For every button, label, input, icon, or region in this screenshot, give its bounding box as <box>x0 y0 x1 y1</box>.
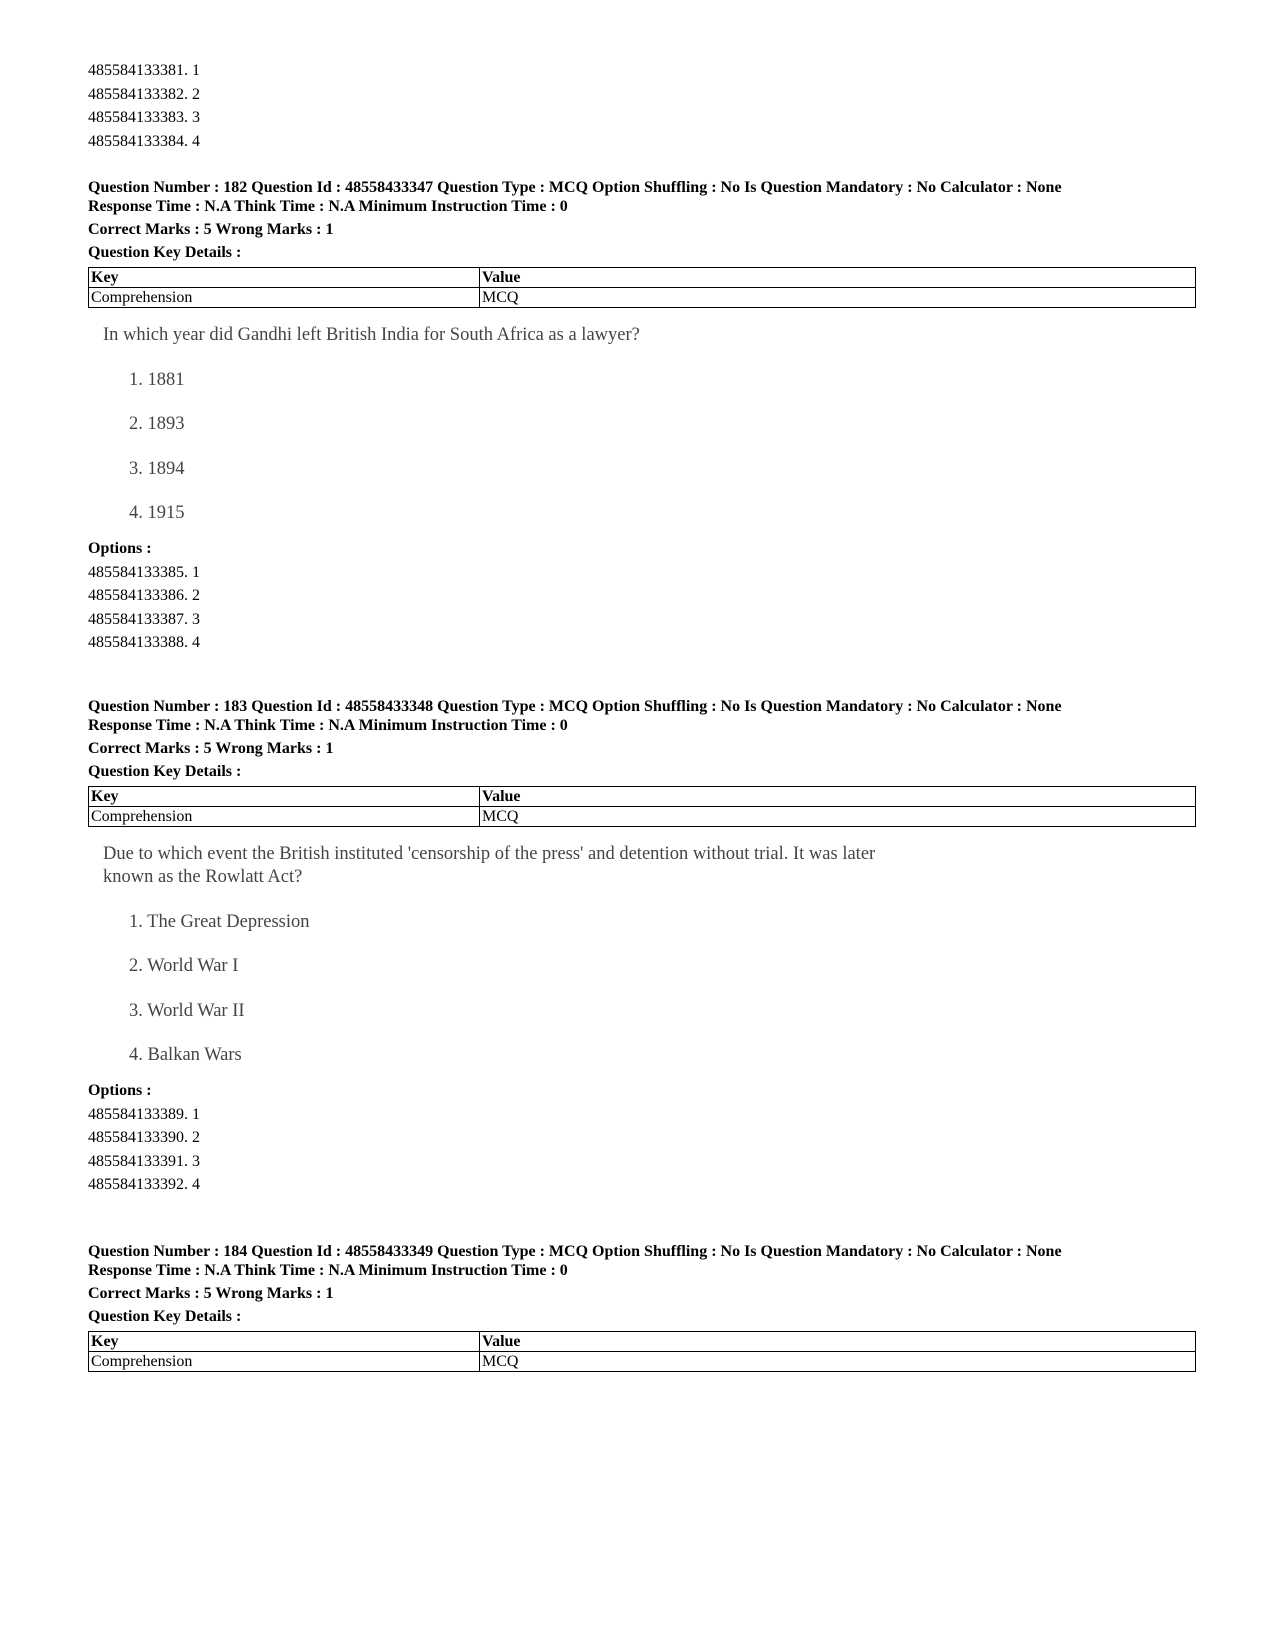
question-stem-line-2: known as the Rowlatt Act? <box>103 867 303 887</box>
table-header-value: Value <box>480 268 1196 288</box>
option-id: 485584133385. 1 <box>88 563 200 581</box>
question-block-183 <box>88 697 1193 1197</box>
table-cell-value: MCQ <box>480 288 1196 308</box>
key-details-table <box>88 267 1196 308</box>
answer-choice: 2. 1893 <box>129 414 185 434</box>
option-id: 485584133386. 2 <box>88 587 200 604</box>
option-id: 485584133382. 2 <box>88 85 200 103</box>
options-label: Options : <box>88 1082 152 1099</box>
question-content <box>103 843 1193 1067</box>
answer-choice: 3. World War II <box>129 1000 245 1021</box>
option-id: 485584133390. 2 <box>88 1129 200 1146</box>
question-stem-line-1: Due to which event the British instituted 'censorship of the press' and detention without trial. It was later <box>103 844 876 864</box>
question-stem: In which year did Gandhi left British India for South Africa as a lawyer? <box>103 325 640 345</box>
question-meta: Question Number : 183 Question Id : 48558433348 Question Type : MCQ Option Shuffling : No Is Question Mandatory : No Calculator : None <box>88 698 1062 715</box>
answer-choice: 4. 1915 <box>129 503 185 523</box>
answer-choice: 1. 1881 <box>129 369 185 390</box>
question-marks: Correct Marks : 5 Wrong Marks : 1 <box>88 740 334 757</box>
table-cell-value: MCQ <box>480 807 1196 827</box>
question-content <box>103 324 1193 525</box>
previous-question-options <box>88 59 200 153</box>
option-id: 485584133389. 1 <box>88 1105 200 1123</box>
table-cell-key: Comprehension <box>89 807 480 827</box>
key-details-label: Question Key Details : <box>88 763 242 780</box>
table-header-key: Key <box>89 1332 480 1352</box>
question-marks: Correct Marks : 5 Wrong Marks : 1 <box>88 1285 334 1302</box>
key-details-label: Question Key Details : <box>88 244 242 261</box>
key-details-table <box>88 1331 1196 1372</box>
question-timing: Response Time : N.A Think Time : N.A Minimum Instruction Time : 0 <box>88 1262 568 1279</box>
options-label: Options : <box>88 540 152 557</box>
table-cell-key: Comprehension <box>89 288 480 308</box>
answer-choice: 1. The Great Depression <box>129 911 310 932</box>
answer-choice: 4. Balkan Wars <box>129 1045 242 1065</box>
question-meta: Question Number : 184 Question Id : 48558433349 Question Type : MCQ Option Shuffling : No Is Question Mandatory : No Calculator : None <box>88 1243 1062 1260</box>
question-timing: Response Time : N.A Think Time : N.A Minimum Instruction Time : 0 <box>88 717 568 734</box>
option-id: 485584133391. 3 <box>88 1152 200 1170</box>
option-id: 485584133384. 4 <box>88 132 200 150</box>
answer-choice: 2. World War I <box>129 956 239 976</box>
option-id: 485584133381. 1 <box>88 62 200 79</box>
question-marks: Correct Marks : 5 Wrong Marks : 1 <box>88 221 334 238</box>
table-header-key: Key <box>89 268 480 288</box>
table-cell-value: MCQ <box>480 1352 1196 1372</box>
option-id: 485584133388. 4 <box>88 634 200 651</box>
question-timing: Response Time : N.A Think Time : N.A Minimum Instruction Time : 0 <box>88 198 568 215</box>
table-header-value: Value <box>480 787 1196 807</box>
question-block-182 <box>88 178 1193 655</box>
table-cell-key: Comprehension <box>89 1352 480 1372</box>
option-id: 485584133387. 3 <box>88 610 200 628</box>
table-header-key: Key <box>89 787 480 807</box>
question-block-184 <box>88 1242 1193 1372</box>
table-header-value: Value <box>480 1332 1196 1352</box>
question-meta: Question Number : 182 Question Id : 48558433347 Question Type : MCQ Option Shuffling : No Is Question Mandatory : No Calculator : None <box>88 179 1062 196</box>
option-id: 485584133392. 4 <box>88 1176 200 1193</box>
key-details-table <box>88 786 1196 827</box>
option-id: 485584133383. 3 <box>88 109 200 126</box>
key-details-label: Question Key Details : <box>88 1308 242 1325</box>
answer-choice: 3. 1894 <box>129 458 185 479</box>
